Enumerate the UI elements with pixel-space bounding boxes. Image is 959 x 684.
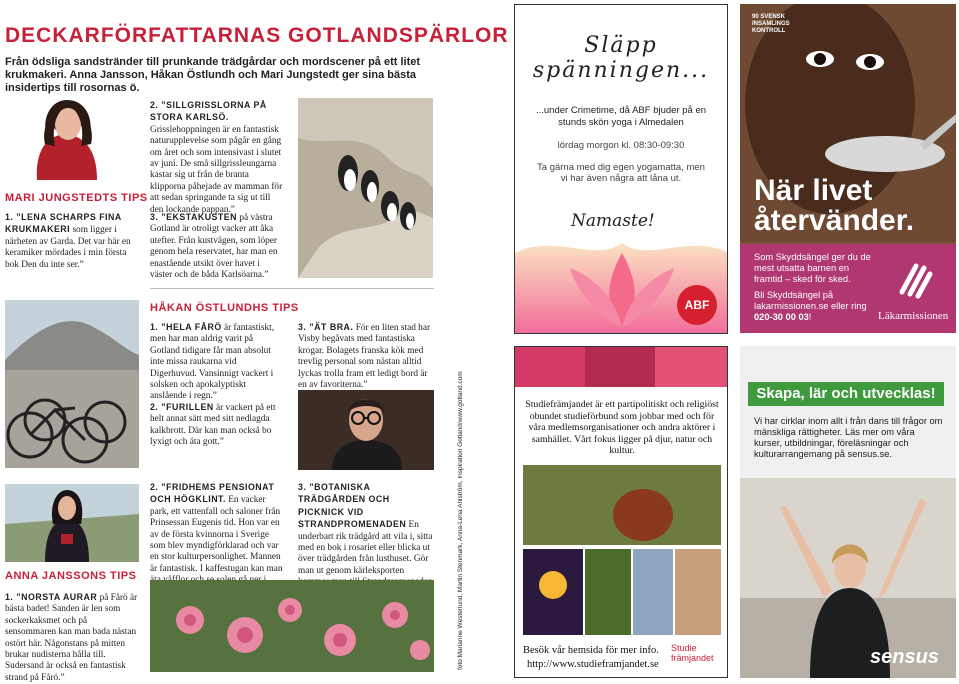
hakan-tip-3-text: För en liten stad har Visby begåvats med fantastiska krogar. Bolagets franska kök med trevlig personal som nästan alltid lyckas trolla fram ett ledigt bord är en av favoriterna.” <box>298 323 431 391</box>
svensk-insamlingskontroll-badge: 90 SVENSK INSAMLINGS KONTROLL <box>752 14 790 34</box>
studieframjandet-collage <box>523 465 721 635</box>
roses-photo <box>150 580 434 672</box>
lakarmissionen-logo-icon <box>890 256 936 302</box>
studieframjandet-text: Studiefrämjandet är ett partipolitiskt och religiöst obundet studieförbund som jobbar med och för våra medlemsorganisationer och andra aktörer i samhället. Vårt fokus ligger på djur, natur och kultur. <box>525 399 719 457</box>
sensus-headline: Skapa, lär och utvecklas! <box>748 382 944 406</box>
sensus-ad[interactable] <box>740 346 956 678</box>
mari-tip-3-text: på västra Gotland är otroligt vacker att åka utefter. Från kustvägen, som löper genom hela reservatet, har man en enastående utsikt över havet i väster och de båda Karlsöarna.” <box>150 213 278 281</box>
hakan-tip-1-title: 1. ”HELA FÅRÖ <box>150 322 222 332</box>
lakarmissionen-cta-end: ! <box>808 312 812 322</box>
anna-photo <box>5 484 139 562</box>
mari-tip-2 <box>150 100 284 216</box>
anna-tip-3-text: En underbart rik trädgård att vila i, sitta med en bok i rosariet eller blicka ut över trädgården från lusthuset. Gör man ut genom kärleksporten <box>298 520 433 576</box>
mari-tip-2-text: Grisslehoppningen är en fantastisk naturupplevelse som pågår en gång om året och som intensivast i slutet av juni. De små sillgrissleungarna kastar sig ut från de branta klipporna påhejade av mamman för att sedan springande ta sig ut till den lockande pappan.” <box>150 124 283 215</box>
abf-line2: lördag morgon kl. 08:30-09:30 <box>557 140 685 151</box>
mari-tip-3-title: 3. ”EKSTAKUSTEN <box>150 212 238 222</box>
anna-tip-3-title: 3. ”BOTANISKA TRÄDGÅRDEN OCH PICKNICK VID STRANDPROMENADEN <box>298 482 407 530</box>
hakan-tip-1 <box>150 322 284 403</box>
abf-signoff: Namaste! <box>571 211 655 231</box>
hakan-photo <box>298 390 434 470</box>
lakarmissionen-text-2 <box>754 290 879 323</box>
anna-heading: ANNA JANSSONS TIPS <box>5 570 137 582</box>
lakarmissionen-logo: Läkarmissionen <box>878 310 949 322</box>
studieframjandet-logo-2: främjandet <box>671 653 714 663</box>
mari-tip-1-text: som ligger i närheten av Garda. Det var här en keramiker mördades i min första bok Den du inte ser.” <box>5 225 131 270</box>
anna-tip-2-title: 2. ”FRIDHEMS PENSIONAT OCH HÖGKLINT. <box>150 482 275 505</box>
hakan-tip-2-text: är vackert på ett helt annat sätt med sitt nedlagda kalkbrott. Där kan man också bo lyxigt och äta gott.” <box>150 403 276 448</box>
studieframjandet-url[interactable]: http://www.studieframjandet.se <box>527 659 659 670</box>
mari-tip-1-title: 1. ”LENA SCHARPS FINA KRUKMAKERI <box>5 212 122 235</box>
lakarmissionen-phone[interactable]: 020-30 00 03 <box>754 312 809 322</box>
sensus-logo: sensus <box>870 646 939 668</box>
anna-tip-1-title: 1. ”NORSTA AURAR <box>5 592 98 602</box>
anna-tip-1 <box>5 592 139 684</box>
abf-logo: ABF <box>677 285 717 325</box>
section-divider <box>150 288 434 289</box>
hakan-tip-2 <box>150 402 284 449</box>
abf-headline: Släpp spänningen... <box>532 33 710 83</box>
studieframjandet-top-collage <box>515 347 728 387</box>
mari-photo <box>5 98 139 180</box>
anna-tip-1-text: på Fårö är bästa badet! Sanden är len som sockerkaksmet och på sensommaren kan man bada nästan ostört här. Någonstans på mitten brukar nudisterna hålla till. Sudersand är också en fantastisk strand på Fårö.” <box>5 593 138 683</box>
sensus-text: Vi har cirklar inom allt i från dans till frågor om mänskliga rättigheter. Läs mer om våra kurser, utbildningar, föreläsningar och kulturarrangemang på sensus.se. <box>754 416 943 459</box>
mari-tip-3 <box>150 212 284 281</box>
hakan-tip-3-title: 3. ”ÄT BRA. <box>298 322 354 332</box>
lakarmissionen-ad[interactable] <box>740 4 956 333</box>
photo-credit: foto Marianne Westerlund, Martin Stenmark, Anna-Lena Ahlström, Inspiration Gotland/www.gotland.com <box>457 371 464 670</box>
hakan-tip-1-text: är fantastiskt, men har man aldrig varit på Gotland tidigare får man absolut inte missa raukarna vid Digerhuvud. Vansinnigt vackert i solsken och apokalyptiskt anslående i regn.” <box>150 323 275 402</box>
studieframjandet-footer-1: Besök vår hemsida för mer info. <box>523 645 659 656</box>
abf-ad[interactable] <box>514 4 728 334</box>
faro-bikes-photo <box>5 300 139 468</box>
mari-tip-1 <box>5 212 139 271</box>
article-title: DECKARFÖRFATTARNAS GOTLANDSPÄRLOR <box>5 24 509 47</box>
abf-line3: Ta gärna med dig egen yogamatta, men vi har även några att låna ut. <box>537 161 705 184</box>
hakan-tip-3 <box>298 322 434 391</box>
studieframjandet-logo-1: Studie <box>671 643 697 653</box>
hakan-heading: HÅKAN ÖSTLUNDHS TIPS <box>150 302 299 314</box>
lakarmissionen-headline-2: återvänder. <box>754 204 915 237</box>
guillemot-photo <box>298 98 433 278</box>
lakarmissionen-text-1: Som Skyddsängel ger du de mest utsatta barnen en framtid – sked för sked. <box>754 252 871 284</box>
studieframjandet-ad[interactable] <box>514 346 728 678</box>
mari-heading: MARI JUNGSTEDTS TIPS <box>5 192 148 204</box>
hakan-tip-2-title: 2. ”FURILLEN <box>150 402 214 412</box>
lakarmissionen-cta: Bli Skyddsängel på lakarmissionen.se eller ring <box>754 290 867 311</box>
article-intro: Från ödsliga sandstränder till prunkande trädgårdar och mordscener på ett litet krukmakeri. Anna Jansson, Håkan Östlundh och Mari Jungstedt ger sina bästa insidertips till rosornas ö. <box>5 56 421 94</box>
lakarmissionen-headline-1: När livet <box>754 174 873 207</box>
mari-tip-2-title: 2. ”SILLGRISSLORNA PÅ STORA KARLSÖ. <box>150 100 267 123</box>
anna-tip-2-text: En vacker park, ett vattenfall och saloner från Prinsessan Eugenis tid. Hon var en av de första kvinnorna i Sverige som blev myndigförklarad och var en stor kulturpersonlighet. Mannen är fantastisk. I kaffestugan kan man <box>150 495 283 574</box>
abf-line1: ...under Crimetime, då ABF bjuder på en stunds skön yoga i Almedalen <box>535 105 707 128</box>
studieframjandet-logo <box>671 643 714 663</box>
